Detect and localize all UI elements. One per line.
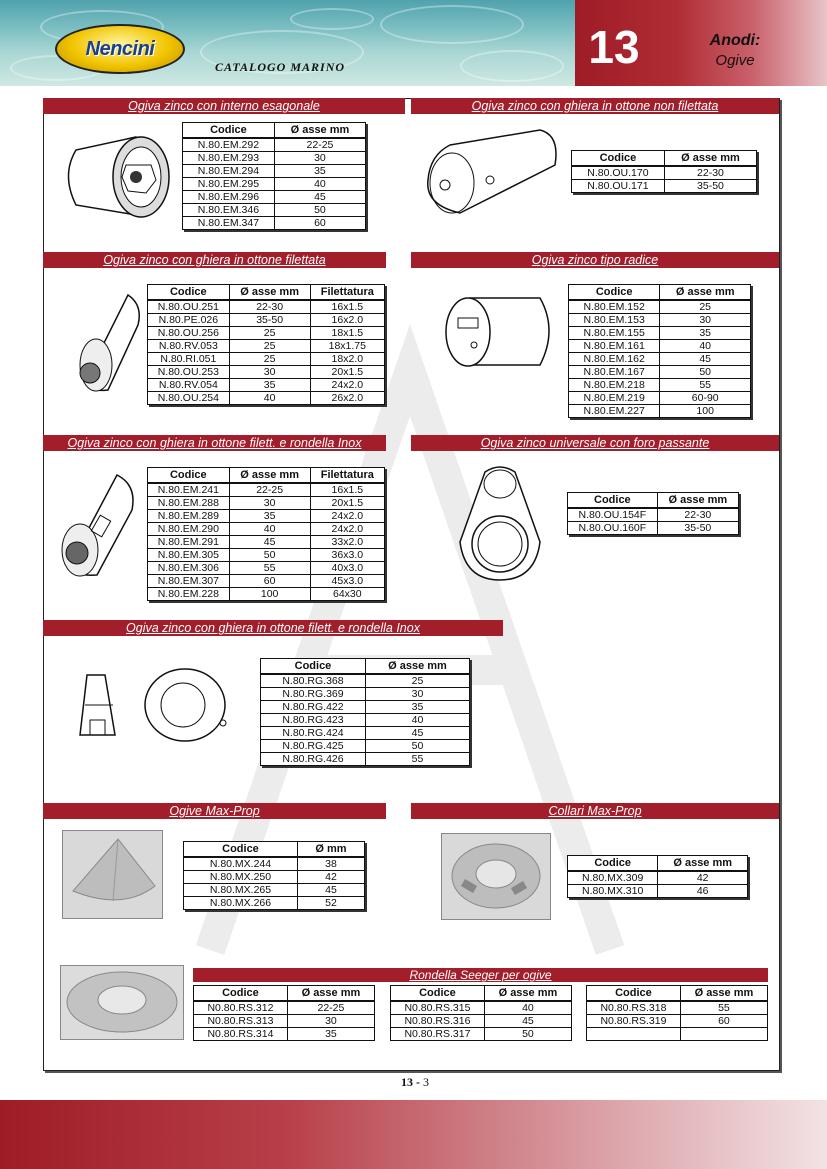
hex-anode-image: [56, 125, 176, 225]
table-threaded-washer: Codice Ø asse mm Filettatura N.80.EM.241 22-25 16x1.5 N.80.EM.288 30 20x1.5 N.80.EM.289 35 24x2.0 N.80.EM.290 40 24x2.0 N.80.EM.291 45 33x2.0 N.80.EM.305 50 36x3.0 N.80.EM.306 55 40x3.0 N.80.EM.307 60 45x3.0 N.80.EM.228 100 64x30: [147, 467, 385, 601]
table-row: N.80.RV.054 35 24x2.0: [148, 379, 385, 392]
table-row: N.80.EM.153 30: [569, 314, 751, 327]
table-row: N.80.EM.241 22-25 16x1.5: [148, 483, 385, 497]
table-row: N.80.OU.253 30 20x1.5: [148, 366, 385, 379]
table-row: N0.80.RS.314 35: [194, 1028, 375, 1041]
table-row: N0.80.RS.317 50: [391, 1028, 572, 1041]
section-title: Anodi:: [709, 32, 761, 49]
table-row: N.80.EM.161 40: [569, 340, 751, 353]
table-universal: Codice Ø asse mm N.80.OU.154F 22-30 N.80.OU.160F 35-50: [567, 492, 739, 535]
table-row: N.80.EM.293 30: [183, 152, 366, 165]
table-row: N.80.MX.266 52: [184, 897, 365, 910]
section-bar-collari: Collari Max-Prop: [411, 803, 779, 819]
root-anode-image: [430, 290, 565, 375]
table-row: N0.80.RS.315 40: [391, 1001, 572, 1015]
table-row: N.80.OU.256 25 18x1.5: [148, 327, 385, 340]
table-row: N0.80.RS.313 30: [194, 1015, 375, 1028]
page-number: 13 - 3: [401, 1075, 429, 1089]
table-row: N.80.EM.155 35: [569, 327, 751, 340]
maxprop-photo: [62, 830, 163, 919]
table-seeger-1: Codice Ø asse mm N0.80.RS.312 22-25 N0.80.RS.313 30 N0.80.RS.314 35: [193, 985, 375, 1041]
table-row: N0.80.RS.316 45: [391, 1015, 572, 1028]
table-row: N.80.EM.347 60: [183, 217, 366, 230]
table-rg: Codice Ø asse mm N.80.RG.368 25 N.80.RG.369 30 N.80.RG.422 35 N.80.RG.423 40 N.80.RG.424 45 N.80.RG.425 50 N.80.RG.426 55: [260, 658, 470, 766]
table-row: N.80.MX.265 45: [184, 884, 365, 897]
rg-anode-images: [75, 665, 240, 750]
table-row: N.80.EM.306 55 40x3.0: [148, 562, 385, 575]
table-row: N0.80.RS.319 60: [587, 1015, 768, 1028]
table-row: N.80.EM.219 60-90: [569, 392, 751, 405]
table-hex: Codice Ø asse mm N.80.EM.292 22-25 N.80.EM.293 30 N.80.EM.294 35 N.80.EM.295 40 N.80.EM.296 45 N.80.EM.346 50 N.80.EM.347 60: [182, 122, 366, 230]
table-row: N.80.PE.026 35-50 16x2.0: [148, 314, 385, 327]
table-row: N.80.EM.294 35: [183, 165, 366, 178]
brand-logo: [55, 24, 185, 74]
table-row: N.80.OU.170 22-30: [572, 166, 757, 180]
table-row: N.80.OU.251 22-30 16x1.5: [148, 300, 385, 314]
universal-anode-image: [455, 462, 550, 587]
table-row: N.80.EM.228 100 64x30: [148, 588, 385, 601]
table-row: N.80.RG.369 30: [261, 688, 470, 701]
collari-photo: [441, 833, 551, 920]
seeger-photo: [60, 965, 184, 1040]
table-maxprop: Codice Ø mm N.80.MX.244 38 N.80.MX.250 42 N.80.MX.265 45 N.80.MX.266 52: [183, 841, 365, 910]
non-threaded-anode-image: [420, 125, 565, 220]
table-row: N.80.OU.160F 35-50: [568, 522, 739, 535]
table-row: [587, 1028, 768, 1041]
table-row: N.80.RG.368 25: [261, 674, 470, 688]
table-row: N0.80.RS.318 55: [587, 1001, 768, 1015]
table-row: N.80.RG.425 50: [261, 740, 470, 753]
table-row: N.80.EM.307 60 45x3.0: [148, 575, 385, 588]
table-row: N.80.EM.346 50: [183, 204, 366, 217]
table-row: N.80.RG.424 45: [261, 727, 470, 740]
table-row: N.80.RG.426 55: [261, 753, 470, 766]
section-bar-root: Ogiva zinco tipo radice: [411, 252, 779, 268]
section-bar-seeger: Rondella Seeger per ogive: [193, 968, 768, 982]
table-row: N0.80.RS.312 22-25: [194, 1001, 375, 1015]
table-threaded: Codice Ø asse mm Filettatura N.80.OU.251 22-30 16x1.5 N.80.PE.026 35-50 16x2.0 N.80.OU.256 25 18x1.5 N.80.RV.053 25 18x1.75 N.80.RI.051 25 18x2.0 N.80.OU.253 30 20x1.5 N.80.RV.054 35 24x2.0 N.80.OU.254 40 26x2.0: [147, 284, 385, 405]
table-non-threaded: Codice Ø asse mm N.80.OU.170 22-30 N.80.OU.171 35-50: [571, 150, 757, 193]
table-row: N.80.MX.244 38: [184, 857, 365, 871]
table-row: N.80.EM.291 45 33x2.0: [148, 536, 385, 549]
table-collari: Codice Ø asse mm N.80.MX.309 42 N.80.MX.310 46: [567, 855, 748, 898]
table-row: N.80.RV.053 25 18x1.75: [148, 340, 385, 353]
table-row: N.80.MX.310 46: [568, 885, 748, 898]
threaded-anode-image: [58, 285, 143, 400]
table-row: N.80.MX.250 42: [184, 871, 365, 884]
subsection-title: Ogive: [715, 52, 755, 69]
section-bar-universal: Ogiva zinco universale con foro passante: [411, 435, 779, 451]
threaded-washer-anode-image: [52, 465, 147, 580]
section-bar-non-threaded: Ogiva zinco con ghiera in ottone non filettata: [411, 98, 779, 114]
table-row: N.80.EM.152 25: [569, 300, 751, 314]
section-bar-maxprop: Ogive Max-Prop: [43, 803, 386, 819]
section-bar-threaded: Ogiva zinco con ghiera in ottone filettata: [43, 252, 386, 268]
table-row: N.80.EM.289 35 24x2.0: [148, 510, 385, 523]
table-row: N.80.EM.288 30 20x1.5: [148, 497, 385, 510]
table-seeger-3: Codice Ø asse mm N0.80.RS.318 55 N0.80.RS.319 60: [586, 985, 768, 1041]
table-row: N.80.EM.292 22-25: [183, 138, 366, 152]
table-row: N.80.OU.254 40 26x2.0: [148, 392, 385, 405]
table-row: N.80.EM.218 55: [569, 379, 751, 392]
table-row: N.80.RI.051 25 18x2.0: [148, 353, 385, 366]
table-row: N.80.MX.309 42: [568, 871, 748, 885]
chapter-number: 13: [588, 21, 640, 73]
table-row: N.80.EM.167 50: [569, 366, 751, 379]
table-row: N.80.EM.305 50 36x3.0: [148, 549, 385, 562]
section-bar-threaded-washer: Ogiva zinco con ghiera in ottone filett. e rondella Inox: [43, 435, 386, 451]
table-seeger-2: Codice Ø asse mm N0.80.RS.315 40 N0.80.RS.316 45 N0.80.RS.317 50: [390, 985, 572, 1041]
table-row: N.80.EM.290 40 24x2.0: [148, 523, 385, 536]
table-root: Codice Ø asse mm N.80.EM.152 25 N.80.EM.153 30 N.80.EM.155 35 N.80.EM.161 40 N.80.EM.162 45 N.80.EM.167 50 N.80.EM.218 55 N.80.EM.219 60-90 N.80.EM.227 100: [568, 284, 751, 418]
footer-band: [0, 1100, 827, 1169]
table-row: N.80.EM.296 45: [183, 191, 366, 204]
section-bar-hex: Ogiva zinco con interno esagonale: [43, 98, 405, 114]
table-row: N.80.RG.422 35: [261, 701, 470, 714]
table-row: N.80.EM.162 45: [569, 353, 751, 366]
brand-name: Nencini: [85, 37, 155, 60]
catalog-title: CATALOGO MARINO: [215, 60, 346, 74]
table-row: N.80.OU.154F 22-30: [568, 508, 739, 522]
table-row: N.80.OU.171 35-50: [572, 180, 757, 193]
section-bar-rg: Ogiva zinco con ghiera in ottone filett. e rondella Inox: [43, 620, 503, 636]
table-row: N.80.EM.227 100: [569, 405, 751, 418]
table-row: N.80.RG.423 40: [261, 714, 470, 727]
table-row: N.80.EM.295 40: [183, 178, 366, 191]
